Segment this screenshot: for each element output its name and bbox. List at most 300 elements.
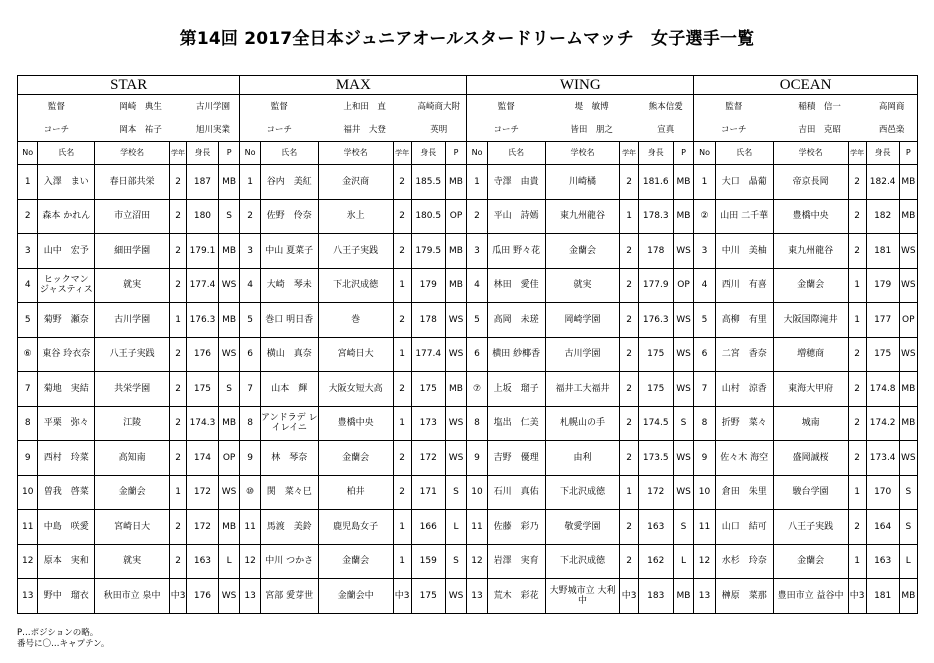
player-name: 上坂 瑠子 bbox=[487, 372, 545, 407]
player-school: 八王子実践 bbox=[773, 510, 848, 545]
player-grade: 2 bbox=[620, 510, 638, 545]
column-header-pos: P bbox=[899, 142, 917, 165]
player-school: 春日部共栄 bbox=[95, 165, 170, 200]
player-school: 金蘭会 bbox=[545, 234, 620, 269]
player-position: OP bbox=[899, 303, 917, 338]
player-no: 8 bbox=[694, 406, 716, 441]
player-name: 山中 宏予 bbox=[38, 234, 95, 269]
player-no: 3 bbox=[18, 234, 38, 269]
staff-org: 西邑楽 bbox=[866, 118, 917, 142]
player-position: S bbox=[445, 544, 467, 579]
player-position: MB bbox=[899, 406, 917, 441]
player-no: 1 bbox=[18, 165, 38, 200]
player-name: 林田 愛佳 bbox=[487, 268, 545, 303]
column-header-no: No bbox=[467, 142, 487, 165]
player-height: 162 bbox=[638, 544, 673, 579]
player-height: 172 bbox=[187, 475, 219, 510]
player-position: WS bbox=[218, 579, 240, 614]
player-position: WS bbox=[218, 268, 240, 303]
staff-name: 皆田 朋之 bbox=[545, 118, 638, 142]
player-height: 179.1 bbox=[187, 234, 219, 269]
player-school: 川崎橘 bbox=[545, 165, 620, 200]
player-grade: 2 bbox=[170, 268, 187, 303]
player-height: 164 bbox=[866, 510, 899, 545]
player-no: 12 bbox=[694, 544, 716, 579]
player-position: S bbox=[445, 475, 467, 510]
column-header-school: 学校名 bbox=[773, 142, 848, 165]
player-name: 水杉 玲奈 bbox=[715, 544, 773, 579]
player-school: 敬愛学園 bbox=[545, 510, 620, 545]
team-name: MAX bbox=[240, 76, 467, 95]
table-row bbox=[18, 406, 918, 441]
player-name: 横山 真奈 bbox=[260, 337, 318, 372]
table-row bbox=[18, 234, 918, 269]
player-grade: 1 bbox=[848, 544, 866, 579]
staff-org: 英明 bbox=[411, 118, 467, 142]
player-school: 下北沢成徳 bbox=[545, 544, 620, 579]
player-height: 176 bbox=[187, 579, 219, 614]
player-school: 鹿児島女子 bbox=[318, 510, 393, 545]
player-school: 八王子実践 bbox=[318, 234, 393, 269]
player-no: 9 bbox=[467, 441, 487, 476]
player-grade: 2 bbox=[620, 337, 638, 372]
player-school: 共栄学園 bbox=[95, 372, 170, 407]
player-no: 8 bbox=[467, 406, 487, 441]
player-height: 183 bbox=[638, 579, 673, 614]
player-position: MB bbox=[673, 579, 693, 614]
player-school: 宮崎日大 bbox=[318, 337, 393, 372]
player-position: S bbox=[899, 510, 917, 545]
player-name: 入澤 まい bbox=[38, 165, 95, 200]
player-name: 佐藤 彩乃 bbox=[487, 510, 545, 545]
player-name: 野中 瑠衣 bbox=[38, 579, 95, 614]
player-position: WS bbox=[218, 475, 240, 510]
player-school: 東海大甲府 bbox=[773, 372, 848, 407]
player-no: 13 bbox=[240, 579, 260, 614]
player-no: 9 bbox=[240, 441, 260, 476]
player-height: 173.4 bbox=[866, 441, 899, 476]
player-position: WS bbox=[445, 337, 467, 372]
player-height: 174.8 bbox=[866, 372, 899, 407]
player-height: 166 bbox=[411, 510, 445, 545]
player-school: 札幌山の手 bbox=[545, 406, 620, 441]
player-no: ⑦ bbox=[467, 372, 487, 407]
player-position: WS bbox=[673, 234, 693, 269]
player-position: WS bbox=[899, 268, 917, 303]
player-position: S bbox=[218, 199, 240, 234]
player-position: L bbox=[899, 544, 917, 579]
player-position: L bbox=[673, 544, 693, 579]
player-height: 177.4 bbox=[187, 268, 219, 303]
column-header-pos: P bbox=[445, 142, 467, 165]
staff-role: 監督 bbox=[467, 95, 545, 119]
player-school: 帝京長岡 bbox=[773, 165, 848, 200]
staff-role: コーチ bbox=[467, 118, 545, 142]
player-name: 塩出 仁美 bbox=[487, 406, 545, 441]
notes bbox=[17, 628, 109, 650]
player-name: 佐野 伶奈 bbox=[260, 199, 318, 234]
player-school: 金蘭会 bbox=[318, 544, 393, 579]
player-grade: 2 bbox=[620, 165, 638, 200]
player-height: 176.3 bbox=[638, 303, 673, 338]
player-school: 下北沢成徳 bbox=[318, 268, 393, 303]
player-height: 175 bbox=[638, 372, 673, 407]
player-position: MB bbox=[218, 234, 240, 269]
player-no: 11 bbox=[467, 510, 487, 545]
player-position: MB bbox=[899, 579, 917, 614]
staff-name: 吉田 克昭 bbox=[773, 118, 866, 142]
player-name: 中山 夏菜子 bbox=[260, 234, 318, 269]
team-name: WING bbox=[467, 76, 694, 95]
player-position: S bbox=[218, 372, 240, 407]
player-no: 1 bbox=[467, 165, 487, 200]
player-name: 西川 有喜 bbox=[715, 268, 773, 303]
player-position: MB bbox=[218, 406, 240, 441]
player-school: 巻 bbox=[318, 303, 393, 338]
player-name: 平山 詩嫣 bbox=[487, 199, 545, 234]
player-height: 175 bbox=[866, 337, 899, 372]
player-no: 1 bbox=[240, 165, 260, 200]
player-height: 172 bbox=[187, 510, 219, 545]
player-name: 山本 輝 bbox=[260, 372, 318, 407]
player-grade: 2 bbox=[170, 406, 187, 441]
player-height: 172 bbox=[638, 475, 673, 510]
player-school: 細田学園 bbox=[95, 234, 170, 269]
player-no: 6 bbox=[240, 337, 260, 372]
player-no: 7 bbox=[18, 372, 38, 407]
player-grade: 2 bbox=[393, 475, 411, 510]
player-no: 5 bbox=[694, 303, 716, 338]
table-row bbox=[18, 268, 918, 303]
player-height: 178 bbox=[638, 234, 673, 269]
player-school: 金蘭会中 bbox=[318, 579, 393, 614]
column-header-no: No bbox=[240, 142, 260, 165]
player-school: 金沢商 bbox=[318, 165, 393, 200]
player-height: 171 bbox=[411, 475, 445, 510]
player-no: 3 bbox=[240, 234, 260, 269]
player-name: 中川 美柚 bbox=[715, 234, 773, 269]
player-name: 馬渡 美鈴 bbox=[260, 510, 318, 545]
player-name: 中川 つかさ bbox=[260, 544, 318, 579]
player-grade: 1 bbox=[393, 544, 411, 579]
player-height: 175 bbox=[411, 372, 445, 407]
player-no: 2 bbox=[18, 199, 38, 234]
player-no: 1 bbox=[694, 165, 716, 200]
player-no: 2 bbox=[467, 199, 487, 234]
player-name: 菊地 実結 bbox=[38, 372, 95, 407]
column-header-height: 身長 bbox=[411, 142, 445, 165]
player-position: L bbox=[445, 510, 467, 545]
player-grade: 中3 bbox=[393, 579, 411, 614]
player-grade: 1 bbox=[848, 268, 866, 303]
player-no: 7 bbox=[240, 372, 260, 407]
player-height: 177.4 bbox=[411, 337, 445, 372]
player-height: 174 bbox=[187, 441, 219, 476]
player-grade: 2 bbox=[848, 441, 866, 476]
player-grade: 中3 bbox=[170, 579, 187, 614]
player-height: 172 bbox=[411, 441, 445, 476]
player-grade: 2 bbox=[170, 372, 187, 407]
staff-role: 監督 bbox=[694, 95, 773, 119]
table-row bbox=[18, 579, 918, 614]
player-position: WS bbox=[673, 372, 693, 407]
player-position: S bbox=[673, 510, 693, 545]
player-height: 182.4 bbox=[866, 165, 899, 200]
player-no: 9 bbox=[694, 441, 716, 476]
player-name: 倉田 朱里 bbox=[715, 475, 773, 510]
player-name: 山田 二千華 bbox=[715, 199, 773, 234]
player-height: 178.3 bbox=[638, 199, 673, 234]
team-name: OCEAN bbox=[694, 76, 918, 95]
player-school: 就実 bbox=[95, 268, 170, 303]
table-row bbox=[18, 441, 918, 476]
player-position: MB bbox=[899, 372, 917, 407]
player-grade: 2 bbox=[620, 234, 638, 269]
player-no: 5 bbox=[467, 303, 487, 338]
player-grade: 1 bbox=[848, 475, 866, 510]
player-height: 187 bbox=[187, 165, 219, 200]
player-school: 八王子実践 bbox=[95, 337, 170, 372]
player-name: 寺澤 由貴 bbox=[487, 165, 545, 200]
team-name: STAR bbox=[18, 76, 240, 95]
player-name: 山口 結可 bbox=[715, 510, 773, 545]
player-no: 9 bbox=[18, 441, 38, 476]
player-no: 13 bbox=[467, 579, 487, 614]
player-school: 就実 bbox=[545, 268, 620, 303]
column-header-grade: 学年 bbox=[170, 142, 187, 165]
player-height: 170 bbox=[866, 475, 899, 510]
player-position: L bbox=[218, 544, 240, 579]
player-grade: 2 bbox=[393, 234, 411, 269]
player-grade: 2 bbox=[170, 544, 187, 579]
player-grade: 1 bbox=[848, 303, 866, 338]
player-position: OP bbox=[673, 268, 693, 303]
player-height: 176 bbox=[187, 337, 219, 372]
player-grade: 2 bbox=[848, 234, 866, 269]
player-school: 古川学園 bbox=[95, 303, 170, 338]
player-school: 盛岡誠桜 bbox=[773, 441, 848, 476]
table-row bbox=[18, 544, 918, 579]
player-position: WS bbox=[445, 441, 467, 476]
player-grade: 2 bbox=[393, 199, 411, 234]
column-header-height: 身長 bbox=[866, 142, 899, 165]
player-name: 平栗 弥々 bbox=[38, 406, 95, 441]
player-no: ⑩ bbox=[240, 475, 260, 510]
player-grade: 1 bbox=[393, 268, 411, 303]
player-no: ⑥ bbox=[18, 337, 38, 372]
staff-name: 岡崎 典生 bbox=[119, 101, 162, 112]
player-no: 11 bbox=[240, 510, 260, 545]
player-height: 163 bbox=[638, 510, 673, 545]
player-no: 6 bbox=[694, 337, 716, 372]
staff-org: 高岡商 bbox=[866, 95, 917, 119]
player-height: 185.5 bbox=[411, 165, 445, 200]
staff-role: 監督 bbox=[240, 95, 318, 119]
player-grade: 2 bbox=[393, 441, 411, 476]
column-header-pos: P bbox=[673, 142, 693, 165]
column-header-no: No bbox=[694, 142, 716, 165]
player-position: WS bbox=[445, 303, 467, 338]
player-no: 4 bbox=[467, 268, 487, 303]
player-height: 163 bbox=[187, 544, 219, 579]
player-school: 増穂商 bbox=[773, 337, 848, 372]
player-position: WS bbox=[218, 337, 240, 372]
player-no: 12 bbox=[18, 544, 38, 579]
player-grade: 2 bbox=[620, 303, 638, 338]
player-position: MB bbox=[218, 510, 240, 545]
player-grade: 2 bbox=[170, 165, 187, 200]
player-no: 2 bbox=[240, 199, 260, 234]
staff-role: コーチ bbox=[694, 118, 773, 142]
staff-org: 旭川実業 bbox=[187, 118, 240, 142]
staff-role: コーチ bbox=[240, 118, 318, 142]
player-grade: 2 bbox=[848, 165, 866, 200]
note-position: P…ポジションの略。 bbox=[17, 628, 99, 638]
player-position: MB bbox=[673, 165, 693, 200]
player-school: 氷上 bbox=[318, 199, 393, 234]
player-name: 大崎 琴未 bbox=[260, 268, 318, 303]
table-row bbox=[18, 165, 918, 200]
player-name: アンドラデ レイレイニ bbox=[260, 406, 318, 441]
player-height: 179 bbox=[411, 268, 445, 303]
player-position: WS bbox=[445, 579, 467, 614]
player-grade: 1 bbox=[620, 199, 638, 234]
player-school: 東九州龍谷 bbox=[773, 234, 848, 269]
player-school: 由利 bbox=[545, 441, 620, 476]
player-school: 柏井 bbox=[318, 475, 393, 510]
player-height: 163 bbox=[866, 544, 899, 579]
player-grade: 2 bbox=[393, 303, 411, 338]
player-position: WS bbox=[899, 441, 917, 476]
staff-name: 福井 大登 bbox=[318, 118, 411, 142]
player-name: 菊野 瀬奈 bbox=[38, 303, 95, 338]
player-no: 11 bbox=[18, 510, 38, 545]
player-name: 関 菜々巳 bbox=[260, 475, 318, 510]
player-grade: 2 bbox=[848, 372, 866, 407]
staff-name: 岡本 祐子 bbox=[95, 118, 187, 142]
staff-org: 古川学園 bbox=[187, 95, 240, 119]
column-header-school: 学校名 bbox=[95, 142, 170, 165]
player-grade: 2 bbox=[620, 406, 638, 441]
player-position: WS bbox=[445, 406, 467, 441]
player-height: 179 bbox=[866, 268, 899, 303]
player-grade: 2 bbox=[170, 199, 187, 234]
player-no: 4 bbox=[694, 268, 716, 303]
player-no: 10 bbox=[694, 475, 716, 510]
player-school: 豊橋中央 bbox=[318, 406, 393, 441]
table-row bbox=[18, 337, 918, 372]
player-position: MB bbox=[445, 372, 467, 407]
column-header-no: No bbox=[18, 142, 38, 165]
player-name: 高柳 有里 bbox=[715, 303, 773, 338]
player-school: 下北沢成徳 bbox=[545, 475, 620, 510]
player-position: WS bbox=[673, 303, 693, 338]
player-no: ② bbox=[694, 199, 716, 234]
player-name: 森本 かれん bbox=[38, 199, 95, 234]
player-position: WS bbox=[673, 441, 693, 476]
column-header-school: 学校名 bbox=[545, 142, 620, 165]
player-name: 折野 菜々 bbox=[715, 406, 773, 441]
player-position: S bbox=[899, 475, 917, 510]
player-school: 金蘭会 bbox=[95, 475, 170, 510]
column-header-height: 身長 bbox=[638, 142, 673, 165]
player-grade: 1 bbox=[393, 337, 411, 372]
player-grade: 1 bbox=[620, 475, 638, 510]
column-header-grade: 学年 bbox=[393, 142, 411, 165]
player-name: 原本 実和 bbox=[38, 544, 95, 579]
player-grade: 2 bbox=[170, 510, 187, 545]
player-no: 10 bbox=[18, 475, 38, 510]
player-height: 176.3 bbox=[187, 303, 219, 338]
player-no: 4 bbox=[240, 268, 260, 303]
player-school: 古川学園 bbox=[545, 337, 620, 372]
player-grade: 2 bbox=[848, 406, 866, 441]
staff-name: 上和田 直 bbox=[343, 101, 386, 112]
player-school: 駿台学園 bbox=[773, 475, 848, 510]
page-title: 第14回 2017全日本ジュニアオールスタードリームマッチ 女子選手一覧 bbox=[179, 29, 755, 49]
player-school: 岡崎学園 bbox=[545, 303, 620, 338]
player-school: 金蘭会 bbox=[318, 441, 393, 476]
player-position: OP bbox=[218, 441, 240, 476]
player-position: MB bbox=[899, 165, 917, 200]
player-no: 13 bbox=[694, 579, 716, 614]
player-school: 秋田市立 泉中 bbox=[95, 579, 170, 614]
column-header-school: 学校名 bbox=[318, 142, 393, 165]
staff-role: 監督 bbox=[18, 95, 95, 119]
player-name: ヒックマン ジャスティス bbox=[38, 268, 95, 303]
table-row bbox=[18, 303, 918, 338]
player-school: 宮崎日大 bbox=[95, 510, 170, 545]
player-no: 13 bbox=[18, 579, 38, 614]
player-height: 179.5 bbox=[411, 234, 445, 269]
player-school: 大阪国際滝井 bbox=[773, 303, 848, 338]
player-name: 荒木 彩花 bbox=[487, 579, 545, 614]
player-position: OP bbox=[445, 199, 467, 234]
player-height: 174.3 bbox=[187, 406, 219, 441]
player-position: WS bbox=[673, 337, 693, 372]
player-height: 173.5 bbox=[638, 441, 673, 476]
column-header-row bbox=[18, 142, 918, 165]
assistant-row bbox=[18, 118, 918, 142]
player-school: 市立沼田 bbox=[95, 199, 170, 234]
player-height: 181 bbox=[866, 579, 899, 614]
player-grade: 2 bbox=[170, 234, 187, 269]
player-name: 二宮 香奈 bbox=[715, 337, 773, 372]
player-school: 金蘭会 bbox=[773, 544, 848, 579]
staff-org: 高崎商大附 bbox=[411, 95, 467, 119]
player-name: 東谷 玲衣奈 bbox=[38, 337, 95, 372]
player-name: 榊原 菜那 bbox=[715, 579, 773, 614]
player-grade: 中3 bbox=[848, 579, 866, 614]
column-header-name: 氏名 bbox=[715, 142, 773, 165]
player-name: 佐々木 海空 bbox=[715, 441, 773, 476]
player-position: MB bbox=[218, 165, 240, 200]
player-school: 豊田市立 益谷中 bbox=[773, 579, 848, 614]
player-name: 巻口 明日香 bbox=[260, 303, 318, 338]
column-header-pos: P bbox=[218, 142, 240, 165]
table-row bbox=[18, 475, 918, 510]
player-position: MB bbox=[445, 268, 467, 303]
player-no: 10 bbox=[467, 475, 487, 510]
player-no: 4 bbox=[18, 268, 38, 303]
player-height: 181 bbox=[866, 234, 899, 269]
column-header-grade: 学年 bbox=[620, 142, 638, 165]
player-no: 3 bbox=[694, 234, 716, 269]
player-height: 177 bbox=[866, 303, 899, 338]
player-height: 174.5 bbox=[638, 406, 673, 441]
player-position: S bbox=[673, 406, 693, 441]
player-grade: 1 bbox=[170, 475, 187, 510]
